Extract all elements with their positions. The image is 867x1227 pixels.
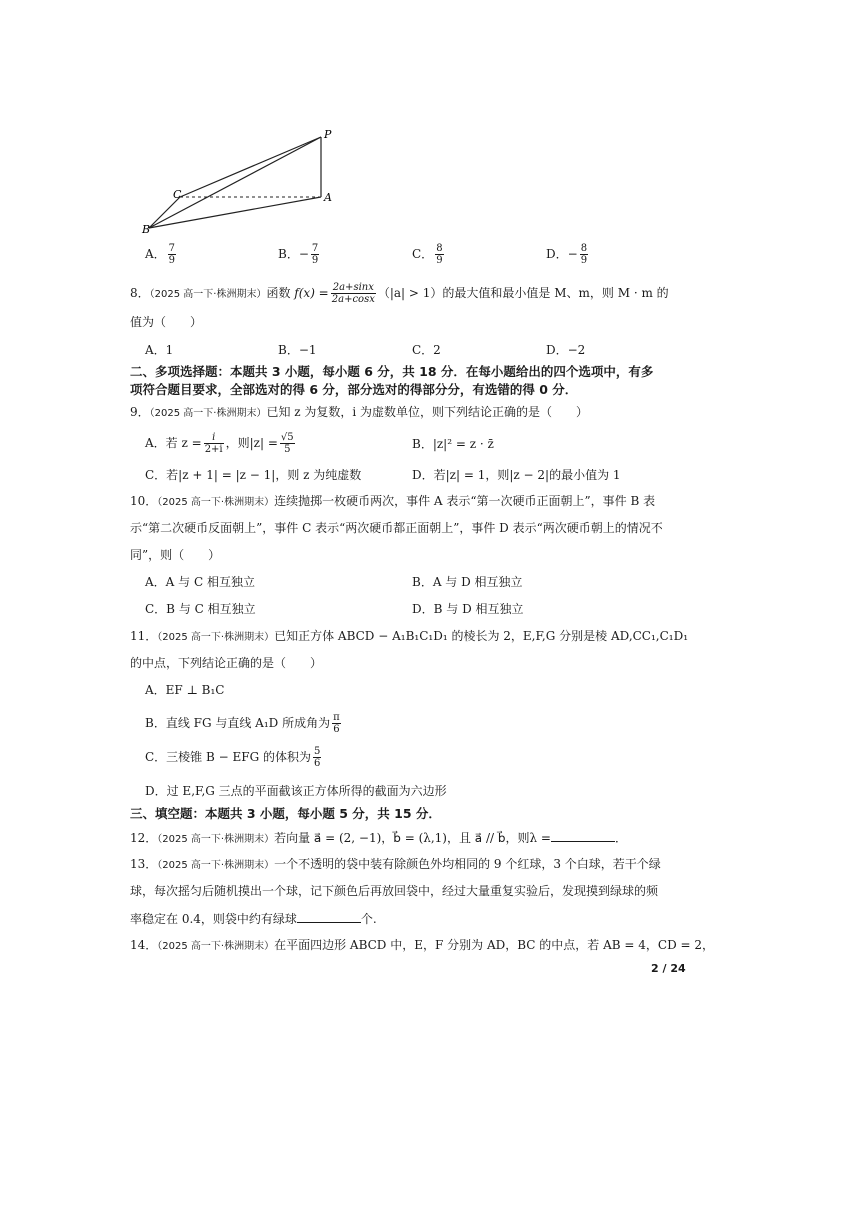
label-P: P <box>324 128 332 141</box>
section2-heading-cont: 项符合题目要求，全部选对的得 6 分，部分选对的得部分分，有选错的得 0 分． <box>130 382 578 397</box>
q7-option-a: A． $\frac{7}{9}$ <box>145 243 176 266</box>
q13-stem: 13．（2025 高一下·株洲期末）一个不透明的袋中装有除颜色外均相同的 9 个红球，3 个白球，若干个绿 <box>130 857 661 871</box>
q10-option-c: C．B 与 C 相互独立 <box>145 602 256 616</box>
q11-option-b: B．直线 FG 与直线 A₁D 所成角为 $\frac{\pi}{6}$ <box>145 712 340 735</box>
q10-option-d: D．B 与 D 相互独立 <box>412 602 524 616</box>
q8-stem: 8．（2025 高一下·株洲期末）函数 f(x) = $\frac{2a+\sin x}{2a+\cos x}$ （|a| > 1）的最大值和最小值是 M、m，则 M · m 的 <box>130 282 669 305</box>
q8-option-d: D．−2 <box>546 343 586 357</box>
q10-stem-line2: 示“第二次硬币反面朝上”，事件 C 表示“两次硬币都正面朝上”，事件 D 表示“两次硬币朝上的情况不 <box>130 521 663 535</box>
q8-source: （2025 高一下·株洲期末） <box>149 289 267 300</box>
page-number: 2 / 24 <box>651 962 686 975</box>
q13-stem-line3: 率稳定在 0.4，则袋中约有绿球 个. <box>130 912 377 926</box>
q9-option-b: B．|z|² = z · z̄ <box>412 437 494 451</box>
q9-option-c: C．若|z + 1| = |z − 1|，则 z 为纯虚数 <box>145 468 362 482</box>
q12-stem: 12．（2025 高一下·株洲期末）若向量 a⃗ = (2, −1)，b⃗ = (λ,1)，且 a⃗ // b⃗，则λ = ． <box>130 831 627 845</box>
q9-option-a: A．若 z = $\frac{i}{2+i}$ ，则|z| = $\frac{√5}{5}$ <box>145 432 294 455</box>
label-C: C <box>173 188 182 201</box>
section2-heading: 二、多项选择题：本题共 3 小题，每小题 6 分，共 18 分．在每小题给出的四个选项中，有多 <box>130 364 654 379</box>
label-B: B <box>142 223 151 236</box>
q8-number: 8． <box>130 286 150 300</box>
edge-BP <box>149 137 321 228</box>
q11-stem-line2: 的中点，下列结论正确的是（ ） <box>130 656 323 670</box>
q10-stem: 10．（2025 高一下·株洲期末）连续抛掷一枚硬币两次，事件 A 表示“第一次硬币正面朝上”，事件 B 表 <box>130 494 656 508</box>
q10-option-a: A．A 与 C 相互独立 <box>145 575 255 589</box>
q13-stem-line2: 球，每次摇匀后随机摸出一个球，记下颜色后再放回袋中，经过大量重复实验后，发现摸到绿球的频 <box>130 884 659 898</box>
q7-option-d: D．− $\frac{8}{9}$ <box>546 243 588 266</box>
q8-option-a: A．1 <box>145 343 174 357</box>
q9-stem: 9．（2025 高一下·株洲期末）已知 z 为复数，i 为虚数单位，则下列结论正确的是（ ） <box>130 405 589 419</box>
q8-stem-cont: 值为（ ） <box>130 315 203 329</box>
q11-option-a: A．EF ⊥ B₁C <box>145 683 225 697</box>
section3-heading: 三、填空题：本题共 3 小题，每小题 5 分，共 15 分． <box>130 806 441 821</box>
q12-answer-blank[interactable] <box>551 829 615 842</box>
label-A: A <box>324 191 332 204</box>
q13-answer-blank[interactable] <box>297 910 361 923</box>
q10-stem-line3: 同”，则（ ） <box>130 548 221 562</box>
pyramid-figure <box>140 128 340 238</box>
q9-option-d: D．若|z| = 1，则|z − 2|的最小值为 1 <box>412 468 621 482</box>
q7-option-b: B．− $\frac{7}{9}$ <box>278 243 319 266</box>
q8-option-b: B．−1 <box>278 343 317 357</box>
q8-option-c: C．2 <box>412 343 441 357</box>
q11-option-d: D．过 E,F,G 三点的平面截该正方体所得的截面为六边形 <box>145 784 447 798</box>
q10-option-b: B．A 与 D 相互独立 <box>412 575 523 589</box>
edge-CP <box>180 137 321 197</box>
q7-option-c: C． $\frac{8}{9}$ <box>412 243 443 266</box>
q11-option-c: C．三棱锥 B − EFG 的体积为 $\frac{5}{6}$ <box>145 746 321 769</box>
q14-stem: 14．（2025 高一下·株洲期末）在平面四边形 ABCD 中，E，F 分别为 AD，BC 的中点，若 AB = 4，CD = 2， <box>130 938 715 952</box>
q11-stem: 11．（2025 高一下·株洲期末）已知正方体 ABCD − A₁B₁C₁D₁ 的棱长为 2，E,F,G 分别是棱 AD,CC₁,C₁D₁ <box>130 629 689 643</box>
